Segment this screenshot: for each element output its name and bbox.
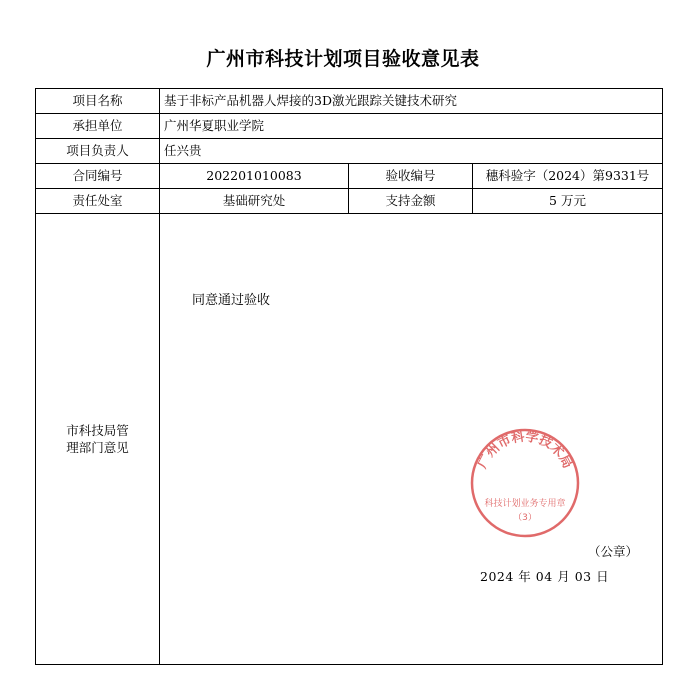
funding-value: 5 万元	[473, 189, 663, 214]
row-project-name	[36, 89, 663, 114]
leader-label: 项目负责人	[36, 139, 160, 164]
contract-no-value: 202201010083	[160, 164, 349, 189]
date-day-char: 日	[596, 569, 610, 584]
project-name-label: 项目名称	[36, 89, 160, 114]
seal-note: （公章）	[588, 544, 639, 559]
date-day: 03	[574, 569, 592, 584]
opinion-label: 市科技局管理部门意见	[66, 423, 129, 455]
row-office	[36, 189, 663, 214]
undertaker-label: 承担单位	[36, 114, 160, 139]
document-title: 广州市科技计划项目验收意见表	[206, 48, 480, 70]
seal-arc-text: 广州市科学技术局	[475, 429, 575, 471]
row-leader	[36, 139, 663, 164]
row-undertaker	[36, 114, 663, 139]
acceptance-no-label: 验收编号	[349, 164, 473, 189]
leader-value: 任兴贵	[160, 139, 663, 164]
office-label: 责任处室	[36, 189, 160, 214]
contract-no-label: 合同编号	[36, 164, 160, 189]
opinion-label-cell	[36, 214, 160, 665]
date-year: 2024	[480, 569, 514, 584]
seal-inner-text: 科技计划业务专用章	[484, 499, 566, 509]
date-year-char: 年	[518, 569, 532, 584]
acceptance-no-value: 穗科验字（2024）第9331号	[473, 164, 663, 189]
signature-date	[480, 570, 609, 584]
row-opinion	[36, 214, 663, 665]
official-seal	[468, 426, 582, 540]
opinion-text: 同意通过验收	[192, 293, 271, 308]
opinion-cell	[160, 214, 663, 665]
date-month: 04	[535, 569, 553, 584]
office-value: 基础研究处	[160, 189, 349, 214]
row-contract	[36, 164, 663, 189]
seal-number: （3）	[513, 513, 537, 523]
funding-label: 支持金额	[349, 189, 473, 214]
acceptance-form-table	[35, 88, 663, 665]
project-name-value: 基于非标产品机器人焊接的3D激光跟踪关键技术研究	[160, 89, 663, 114]
undertaker-value: 广州华夏职业学院	[160, 114, 663, 139]
date-month-char: 月	[557, 569, 571, 584]
